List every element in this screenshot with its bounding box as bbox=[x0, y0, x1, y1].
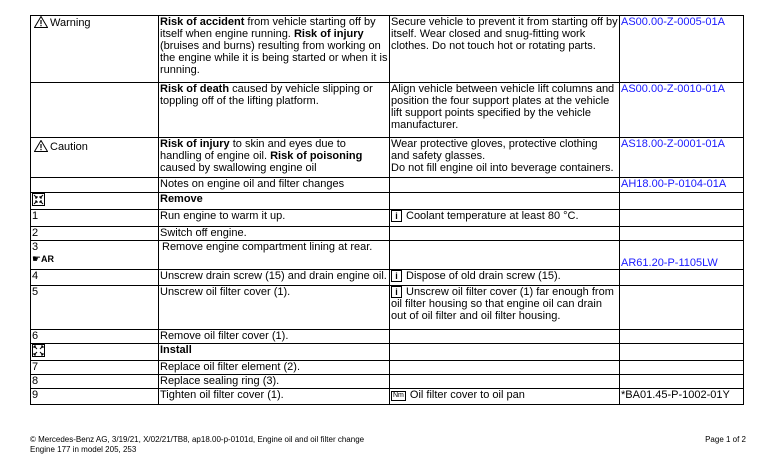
reference-link[interactable]: AS00.00-Z-0005-01A bbox=[621, 16, 725, 28]
step-number: 5 bbox=[31, 286, 159, 330]
caution-row bbox=[31, 138, 744, 178]
warning-label: Warning bbox=[50, 17, 91, 29]
caution-cell bbox=[31, 138, 159, 178]
step-text: Switch off engine. bbox=[159, 227, 390, 241]
section-heading-install: Install bbox=[159, 344, 390, 361]
torque-reference: *BA01.45-P-1002-01Y bbox=[620, 389, 744, 405]
reference-link[interactable]: AR61.20-P-1105LW bbox=[621, 257, 718, 269]
step-row bbox=[31, 286, 744, 330]
step-info: i Dispose of old drain screw (15). bbox=[390, 270, 620, 286]
warning-row-1 bbox=[31, 16, 744, 83]
caution-label: Caution bbox=[50, 141, 88, 153]
footer-line-1: © Mercedes-Benz AG, 3/19/21, X/02/21/TB8, ap18.00-p-0101d, Engine oil and oil filter change bbox=[30, 435, 365, 444]
step-number: 3 bbox=[32, 241, 39, 253]
torque-nm-icon: Nm bbox=[393, 392, 404, 399]
info-icon: i bbox=[391, 210, 402, 222]
step-row bbox=[31, 227, 744, 241]
step-row bbox=[31, 210, 744, 227]
info-icon: i bbox=[391, 270, 402, 282]
step-text: Run engine to warm it up. bbox=[159, 210, 390, 227]
step-text: Replace oil filter element (2). bbox=[159, 361, 390, 375]
notes-row bbox=[31, 178, 744, 193]
step-number: 1 bbox=[31, 210, 159, 227]
install-section-row bbox=[31, 344, 744, 361]
step-row bbox=[31, 330, 744, 344]
step-text: Remove engine compartment lining at rear. bbox=[159, 241, 390, 270]
warning-triangle-icon bbox=[34, 16, 48, 28]
warning-row-2 bbox=[31, 83, 744, 138]
notes-text: Notes on engine oil and filter changes bbox=[159, 178, 390, 193]
info-icon: i bbox=[391, 286, 402, 298]
step-number: 9 bbox=[31, 389, 159, 405]
remove-icon bbox=[32, 193, 45, 206]
step-row bbox=[31, 375, 744, 389]
step-info: i Unscrew oil filter cover (1) far enough from oil filter housing so that engine oil can drain out of oil filter and oil filter housing. bbox=[390, 286, 620, 330]
reference-link[interactable]: AS18.00-Z-0001-01A bbox=[621, 138, 725, 150]
measure-text: Align vehicle between vehicle lift columns and position the four support plates at the vehicle lift support points specified by the vehicle manufacturer. bbox=[390, 83, 620, 138]
page-number: Page 1 of 2 bbox=[705, 435, 746, 444]
ar-label: AR bbox=[40, 254, 54, 264]
step-number: 8 bbox=[31, 375, 159, 389]
step-row bbox=[31, 270, 744, 286]
step-row bbox=[31, 241, 744, 270]
step-text: Replace sealing ring (3). bbox=[159, 375, 390, 389]
step-text: Unscrew oil filter cover (1). bbox=[159, 286, 390, 330]
install-icon bbox=[32, 344, 45, 357]
step-number: 4 bbox=[31, 270, 159, 286]
caution-triangle-icon bbox=[34, 140, 48, 152]
measure-text: Wear protective gloves, protective clothing and safety glasses. Do not fill engine oil into beverage containers. bbox=[390, 138, 620, 178]
step-number: 6 bbox=[31, 330, 159, 344]
reference-link[interactable]: AH18.00-P-0104-01A bbox=[621, 178, 727, 190]
step-row bbox=[31, 361, 744, 375]
step-info: i Coolant temperature at least 80 °C. bbox=[390, 210, 620, 227]
remove-section-row bbox=[31, 193, 744, 210]
step-text: Unscrew drain screw (15) and drain engine oil. bbox=[159, 270, 390, 286]
hazard-text: Risk of injury to skin and eyes due to handling of engine oil. Risk of poisoning caused by swallowing engine oil bbox=[159, 138, 390, 178]
footer-line-2: Engine 177 in model 205, 253 bbox=[30, 445, 137, 454]
torque-info: Nm Oil filter cover to oil pan bbox=[390, 389, 620, 405]
step-number: 7 bbox=[31, 361, 159, 375]
procedure-table bbox=[30, 15, 744, 405]
warning-cell bbox=[31, 16, 159, 83]
hazard-text: Risk of accident from vehicle starting off by itself when engine running. Risk of injury (bruises and burns) resulting from working on the engine while it is being started or when it is running. bbox=[159, 16, 390, 83]
step-text: Remove oil filter cover (1). bbox=[159, 330, 390, 344]
hand-pointer-icon: ☛ bbox=[32, 254, 41, 265]
measure-text: Secure vehicle to prevent it from starting off by itself. Wear closed and snug-fitting work clothes. Do not touch hot or rotating parts. bbox=[390, 16, 620, 83]
section-heading-remove: Remove bbox=[159, 193, 390, 210]
step-number-cell bbox=[31, 241, 159, 270]
step-number: 2 bbox=[31, 227, 159, 241]
hazard-text: Risk of death caused by vehicle slipping or toppling off of the lifting platform. bbox=[159, 83, 390, 138]
step-row bbox=[31, 389, 744, 405]
step-text: Tighten oil filter cover (1). bbox=[159, 389, 390, 405]
reference-link[interactable]: AS00.00-Z-0010-01A bbox=[621, 83, 725, 95]
